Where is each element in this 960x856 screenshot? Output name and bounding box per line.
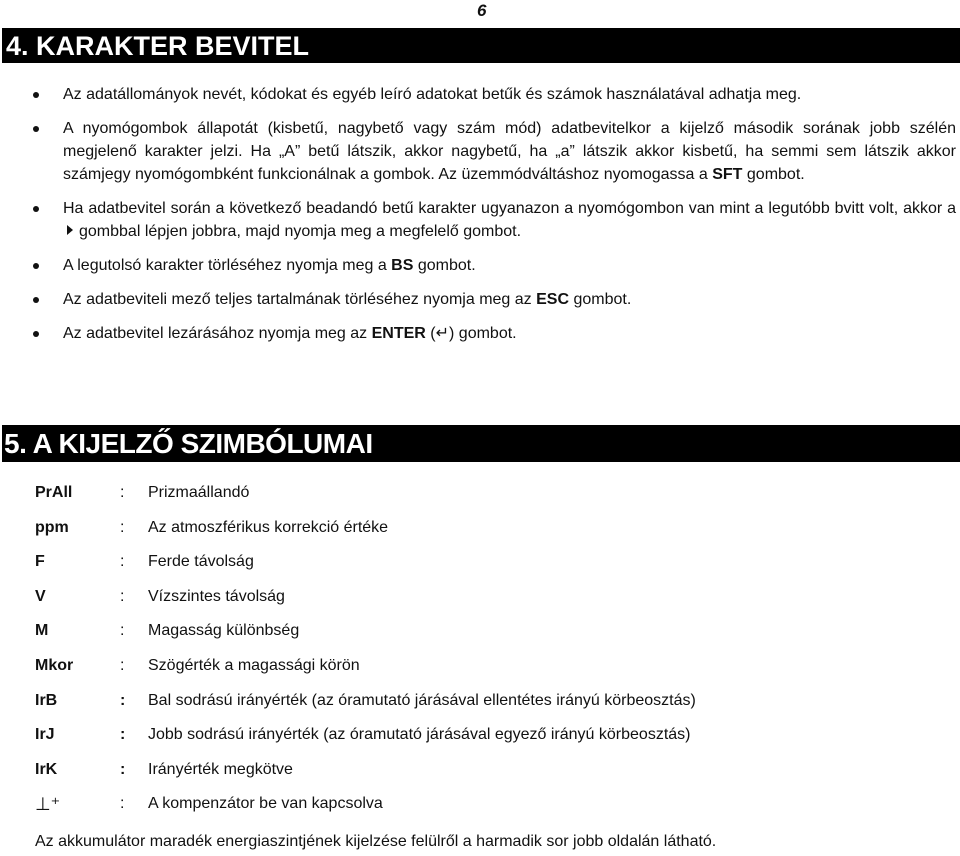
bullet-text: gombot. (742, 166, 805, 183)
symbol-code: PrAll (35, 484, 73, 501)
symbol-description: A kompenzátor be van kapcsolva (148, 795, 383, 813)
bullet-text: Ha adatbevitel során a következő beadandó betű karakter ugyanazon a nyomógombon van mint a legutóbb bvitt volt, akkor a (63, 200, 956, 217)
section-heading-kijelzo-szimbolumai: 5. A KIJELZŐ SZIMBÓLUMAI (2, 425, 960, 462)
symbol-code: V (35, 587, 46, 605)
key-name: SFT (712, 166, 743, 183)
list-item (0, 288, 960, 311)
battery-note: Az akkumulátor maradék energiaszintjének kijelzése felülről a harmadik sor jobb oldalán látható. (35, 833, 717, 850)
bullet-text: A legutolsó karakter törléséhez nyomja meg a (63, 257, 392, 274)
bullet-text: A nyomógombok állapotát (kisbetű, nagybető vagy szám mód) adatbevitelkor a kijelző második sorának jobb szélén megjelenő karakter jelzi. Ha „A” betű látszik, akkor nagybetű, ha „a” látszik akkor kisbetű, ha semmi sem látszik akkor számjegy nyomógombként funkcionálnak a gombok. Az üzemmódváltáshoz nyomogassa a (63, 120, 956, 183)
right-arrow-icon (67, 225, 73, 235)
bullet-list (0, 83, 960, 356)
bullet-icon (33, 297, 39, 303)
symbol-code: Mkor (35, 656, 74, 674)
symbol-code: IrK (35, 760, 58, 778)
symbol-row (35, 619, 960, 654)
symbol-code: IrB (35, 691, 58, 709)
symbol-description: Az atmoszférikus korrekció értéke (148, 518, 389, 536)
bullet-text: (↵) gombot. (425, 325, 517, 342)
symbol-separator: : (120, 760, 126, 778)
symbol-list (35, 481, 960, 827)
symbol-separator: : (120, 484, 125, 501)
bullet-icon (33, 263, 39, 269)
page-number: 6 (477, 1, 487, 20)
list-item (0, 117, 960, 186)
symbol-separator: : (120, 518, 125, 536)
symbol-description: Irányérték megkötve (148, 760, 293, 778)
symbol-row (35, 585, 960, 620)
symbol-separator: : (120, 622, 125, 640)
symbol-row (35, 481, 960, 516)
symbol-row (35, 792, 960, 827)
bullet-text: Az adatbeviteli mező teljes tartalmának törléséhez nyomja meg az (63, 291, 537, 308)
symbol-row (35, 723, 960, 758)
bullet-text: gombot. (413, 257, 476, 274)
list-item (0, 322, 960, 345)
symbol-separator: : (120, 795, 125, 813)
symbol-separator: : (120, 726, 126, 744)
bullet-text: gombbal lépjen jobbra, majd nyomja meg a megfelelő gombot. (79, 223, 522, 240)
list-item (0, 83, 960, 106)
symbol-code: M (35, 622, 49, 640)
symbol-row (35, 550, 960, 585)
key-name: ENTER (371, 325, 426, 342)
list-item (0, 254, 960, 277)
list-item (0, 197, 960, 243)
symbol-description: Jobb sodrású irányérték (az óramutató járásával egyező irányú körbeosztás) (148, 726, 691, 744)
symbol-description: Prizmaállandó (148, 484, 250, 501)
bullet-text: gombot. (569, 291, 632, 308)
symbol-separator: : (120, 691, 126, 709)
symbol-description: Magasság különbség (148, 622, 300, 640)
bullet-icon (33, 206, 39, 212)
symbol-code: IrJ (35, 726, 55, 744)
symbol-row (35, 654, 960, 689)
symbol-separator: : (120, 553, 125, 571)
symbol-row (35, 758, 960, 793)
symbol-description: Bal sodrású irányérték (az óramutató járásával ellentétes irányú körbeosztás) (148, 691, 696, 709)
symbol-row (35, 516, 960, 551)
symbol-description: Ferde távolság (148, 553, 254, 571)
section-heading-karakter-bevitel: 4. KARAKTER BEVITEL (2, 28, 960, 63)
symbol-separator: : (120, 656, 125, 674)
symbol-description: Szögérték a magassági körön (148, 656, 360, 674)
bullet-icon (33, 92, 39, 98)
symbol-separator: : (120, 587, 125, 605)
symbol-description: Vízszintes távolság (148, 587, 285, 605)
bullet-text: Az adatállományok nevét, kódokat és egyéb leíró adatokat betűk és számok használatával adhatja meg. (63, 86, 802, 103)
bullet-icon (33, 331, 39, 337)
compensator-icon: ⊥⁺ (35, 794, 61, 815)
bullet-icon (33, 126, 39, 132)
symbol-code: ppm (35, 518, 69, 536)
symbol-row (35, 689, 960, 724)
bullet-text: Az adatbevitel lezárásához nyomja meg az (63, 325, 372, 342)
key-name: ESC (536, 291, 570, 308)
key-name: BS (391, 257, 414, 274)
symbol-code: F (35, 553, 45, 571)
